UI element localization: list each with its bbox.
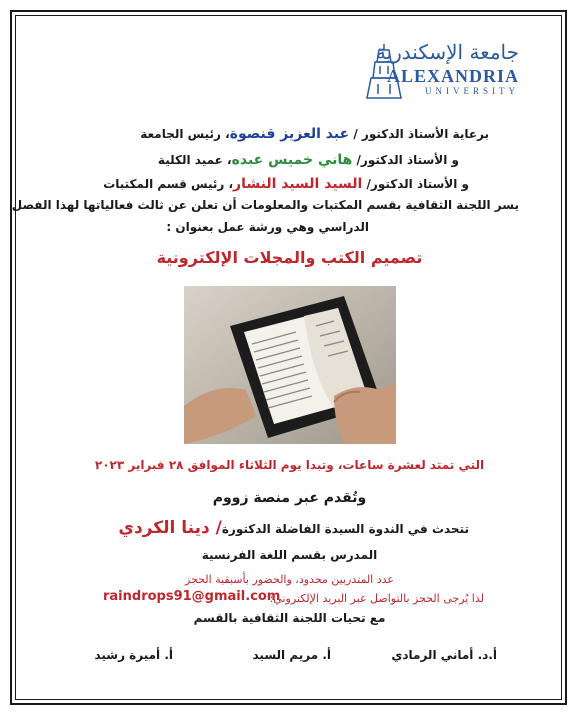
logo-arabic: جامعة الإسكندرية	[375, 40, 519, 64]
patronage-line-2	[40, 152, 459, 168]
university-logo	[359, 40, 519, 100]
department-head-name: السيد السيد النشار	[233, 176, 363, 192]
registration-email[interactable]: raindrops91@gmail.com	[103, 589, 281, 604]
dean-name: هاني خميس عبده	[231, 152, 353, 168]
patronage-prefix-2: و الأستاذ الدكتور/	[352, 153, 459, 167]
signature-2: أ. مريم السيد	[252, 648, 331, 662]
patronage-prefix-3: و الأستاذ الدكتور/	[362, 177, 469, 191]
logo-english: ALEXANDRIA	[386, 66, 519, 86]
tablet-photo	[184, 286, 396, 444]
contact-prefix: لذا يُرجى الحجز بالتواصل عبر البريد الإلكتروني:	[269, 592, 484, 605]
registration-note: عدد المتدربين محدود، والحضور بأسبقية الحجز	[185, 573, 394, 586]
speaker-name: / دينا الكردي	[118, 518, 222, 538]
signature-3: أ. أميرة رشيد	[94, 648, 173, 662]
patronage-suffix-1: ، رئيس الجامعة	[140, 127, 230, 141]
platform-text: وتُقدم عبر منصة زووم	[212, 490, 367, 506]
patronage-prefix-1: برعاية الأستاذ الدكتور /	[349, 127, 489, 141]
intro-line-2: الدراسي وهي ورشة عمل بعنوان :	[166, 220, 369, 234]
patronage-suffix-3: ، رئيس قسم المكتبات	[103, 177, 234, 191]
patronage-suffix-2: ، عميد الكلية	[157, 153, 232, 167]
speaker-role: المدرس بقسم اللغة الفرنسية	[201, 548, 378, 562]
workshop-title: تصميم الكتب والمجلات الإلكترونية	[156, 248, 423, 267]
logo-university: UNIVERSITY	[425, 86, 519, 96]
patronage-line-1	[40, 126, 489, 142]
signature-1: أ.د. أماني الرمادي	[391, 648, 497, 662]
speaker-line	[40, 518, 469, 538]
intro-line-1: يسر اللجنة الثقافية بقسم المكتبات والمعلومات أن تعلن عن ثالث فعالياتها لهذا الفصل	[11, 198, 519, 212]
ebook-reader-illustration	[184, 286, 396, 444]
patronage-line-3	[40, 176, 469, 192]
schedule-text: التي تمتد لعشرة ساعات، وتبدا يوم الثلاثاء الموافق ٢٨ فبراير ٢٠٢٣	[94, 458, 485, 472]
speaker-prefix: تتحدث في الندوة السيدة الفاضلة الدكتورة	[221, 522, 469, 536]
closing-text: مع تحيات اللجنة الثقافية بالقسم	[193, 611, 386, 625]
president-name: عبد العزيز قنصوة	[229, 126, 350, 142]
